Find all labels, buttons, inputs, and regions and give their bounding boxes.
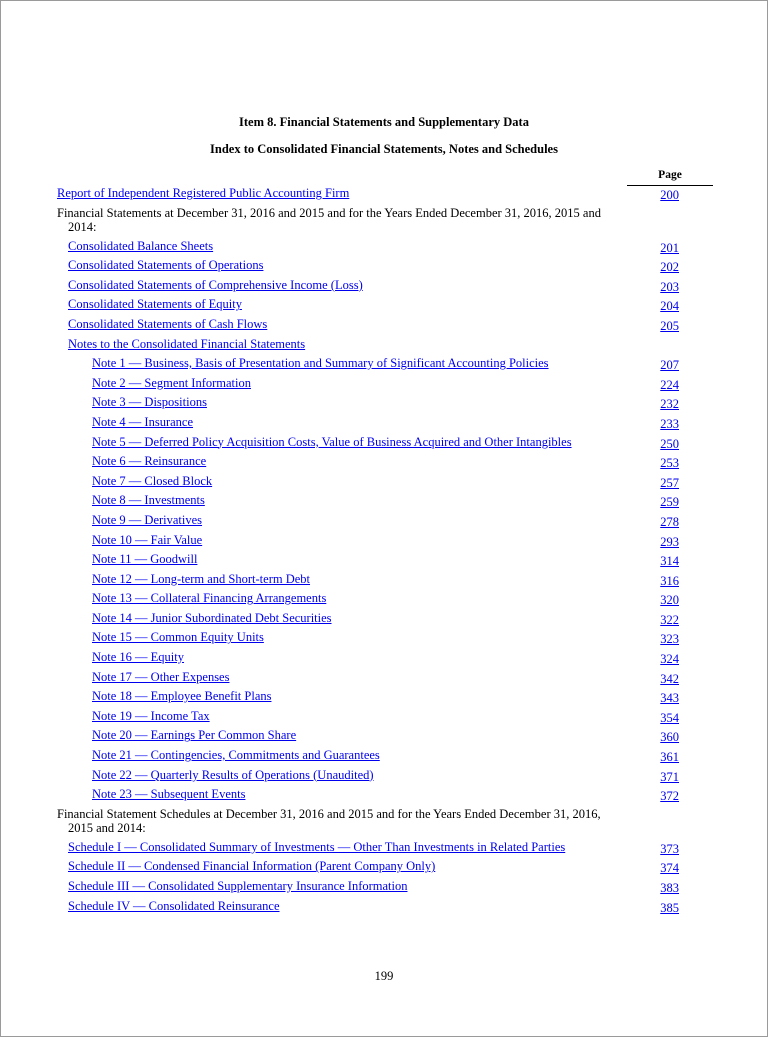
statement-row <box>57 237 697 257</box>
statement-row <box>57 295 697 315</box>
schedule-link[interactable]: Schedule III — Consolidated Supplementary Insurance Information <box>68 879 408 893</box>
note-link[interactable]: Note 19 — Income Tax <box>92 708 210 723</box>
note-row <box>57 354 697 374</box>
note-link[interactable]: Note 21 — Contingencies, Commitments and Guarantees <box>92 748 380 763</box>
note-link[interactable]: Note 17 — Other Expenses <box>92 669 230 684</box>
page-heading: Item 8. Financial Statements and Supplementary Data <box>239 115 529 129</box>
schedule-row <box>57 897 697 917</box>
note-row <box>57 648 697 668</box>
note-row <box>57 452 697 472</box>
note-row <box>57 374 697 394</box>
note-link[interactable]: Note 8 — Investments <box>92 493 205 508</box>
statement-link[interactable]: Consolidated Statements of Cash Flows <box>68 316 268 331</box>
note-row <box>57 491 697 511</box>
note-page-link[interactable]: 320 <box>660 593 679 608</box>
report-link[interactable]: Report of Independent Registered Public Accounting Firm <box>57 186 350 200</box>
statement-link[interactable]: Consolidated Balance Sheets <box>68 238 214 253</box>
statement-row <box>57 256 697 276</box>
note-page-link[interactable]: 316 <box>660 573 679 588</box>
note-link[interactable]: Note 6 — Reinsurance <box>92 454 207 469</box>
note-link[interactable]: Note 18 — Employee Benefit Plans <box>92 689 272 704</box>
note-row <box>57 746 697 766</box>
statement-link[interactable]: Consolidated Statements of Equity <box>68 297 242 312</box>
schedules-heading: Financial Statement Schedules at December 31, 2016 and 2015 and for the Years Ended December 31, 2016, 2015 and 2014: <box>57 806 601 835</box>
note-link[interactable]: Note 16 — Equity <box>92 650 185 665</box>
note-page-link[interactable]: 257 <box>660 475 679 490</box>
note-link[interactable]: Note 3 — Dispositions <box>92 395 207 410</box>
toc-row-report <box>57 184 697 204</box>
note-page-link[interactable]: 224 <box>660 377 679 392</box>
schedule-link[interactable]: Schedule IV — Consolidated Reinsurance <box>68 898 280 913</box>
note-row <box>57 531 697 551</box>
report-page-link[interactable]: 200 <box>660 188 679 202</box>
statement-row <box>57 315 697 335</box>
note-link[interactable]: Note 23 — Subsequent Events <box>92 787 246 802</box>
statements-heading: Financial Statements at December 31, 2016 and 2015 and for the Years Ended December 31, 2016, 2015 and 2014: <box>57 205 601 234</box>
note-row <box>57 726 697 746</box>
page-number: 199 <box>374 969 394 983</box>
note-row <box>57 628 697 648</box>
note-page-link[interactable]: 278 <box>660 514 679 529</box>
statement-page-link[interactable]: 203 <box>660 279 679 294</box>
note-link[interactable]: Note 14 — Junior Subordinated Debt Securities <box>92 610 332 625</box>
schedule-row <box>57 877 697 897</box>
statement-row <box>57 335 697 355</box>
schedule-row <box>57 857 697 877</box>
note-link[interactable]: Note 12 — Long-term and Short-term Debt <box>92 571 311 586</box>
note-link[interactable]: Note 22 — Quarterly Results of Operations (Unaudited) <box>92 767 374 782</box>
note-row <box>57 609 697 629</box>
note-link[interactable]: Note 7 — Closed Block <box>92 473 213 488</box>
note-link[interactable]: Note 2 — Segment Information <box>92 375 251 390</box>
note-row <box>57 393 697 413</box>
note-page-link[interactable]: 250 <box>660 436 679 451</box>
note-link[interactable]: Note 10 — Fair Value <box>92 532 203 547</box>
schedule-page-link[interactable]: 373 <box>660 841 679 856</box>
note-row <box>57 766 697 786</box>
note-page-link[interactable]: 342 <box>660 671 679 686</box>
schedule-row <box>57 838 697 858</box>
index-subheading: Index to Consolidated Financial Statements, Notes and Schedules <box>210 142 558 156</box>
note-page-link[interactable]: 293 <box>660 534 679 549</box>
note-page-link[interactable]: 324 <box>660 652 679 667</box>
note-page-link[interactable]: 233 <box>660 416 679 431</box>
note-page-link[interactable]: 360 <box>660 730 679 745</box>
statement-link[interactable]: Notes to the Consolidated Financial Statements <box>68 336 306 351</box>
statement-page-link[interactable]: 202 <box>660 260 679 275</box>
note-row <box>57 707 697 727</box>
note-row <box>57 472 697 492</box>
page-column-header: Page <box>658 169 682 181</box>
note-link[interactable]: Note 9 — Derivatives <box>92 512 203 527</box>
note-row <box>57 589 697 609</box>
statement-page-link[interactable]: 201 <box>660 240 679 255</box>
schedule-link[interactable]: Schedule I — Consolidated Summary of Investments — Other Than Investments in Related Parties <box>68 839 566 854</box>
note-link[interactable]: Note 11 — Goodwill <box>92 552 198 567</box>
schedule-page-link[interactable]: 374 <box>660 861 679 876</box>
statement-page-link[interactable]: 205 <box>660 318 679 333</box>
note-row <box>57 687 697 707</box>
note-page-link[interactable]: 372 <box>660 789 679 804</box>
note-page-link[interactable]: 322 <box>660 612 679 627</box>
note-row <box>57 413 697 433</box>
schedule-page-link[interactable]: 383 <box>660 881 679 895</box>
note-page-link[interactable]: 371 <box>660 769 679 784</box>
schedule-link[interactable]: Schedule II — Condensed Financial Information (Parent Company Only) <box>68 859 436 874</box>
note-row <box>57 785 697 805</box>
note-page-link[interactable]: 323 <box>660 632 679 647</box>
note-page-link[interactable]: 343 <box>660 691 679 706</box>
note-page-link[interactable]: 361 <box>660 750 679 765</box>
statement-row <box>57 276 697 296</box>
note-row <box>57 511 697 531</box>
statement-link[interactable]: Consolidated Statements of Comprehensive Income (Loss) <box>68 277 363 292</box>
note-row <box>57 668 697 688</box>
table-of-contents <box>57 184 697 916</box>
note-row <box>57 433 697 453</box>
note-page-link[interactable]: 259 <box>660 495 679 510</box>
note-link[interactable]: Note 13 — Collateral Financing Arrangements <box>92 591 327 606</box>
note-page-link[interactable]: 354 <box>660 710 679 725</box>
note-link[interactable]: Note 15 — Common Equity Units <box>92 630 264 645</box>
note-page-link[interactable]: 207 <box>660 358 679 373</box>
schedule-page-link[interactable]: 385 <box>660 900 679 915</box>
note-link[interactable]: Note 1 — Business, Basis of Presentation and Summary of Significant Accounting Policies <box>92 356 549 371</box>
note-page-link[interactable]: 314 <box>660 554 679 569</box>
note-page-link[interactable]: 253 <box>660 456 679 471</box>
note-page-link[interactable]: 232 <box>660 397 679 412</box>
note-row <box>57 570 697 590</box>
note-link[interactable]: Note 5 — Deferred Policy Acquisition Costs, Value of Business Acquired and Other Intangibles <box>92 434 572 449</box>
statement-link[interactable]: Consolidated Statements of Operations <box>68 258 264 273</box>
note-link[interactable]: Note 4 — Insurance <box>92 414 194 429</box>
note-link[interactable]: Note 20 — Earnings Per Common Share <box>92 728 297 743</box>
statement-page-link[interactable]: 204 <box>660 299 679 314</box>
note-row <box>57 550 697 570</box>
